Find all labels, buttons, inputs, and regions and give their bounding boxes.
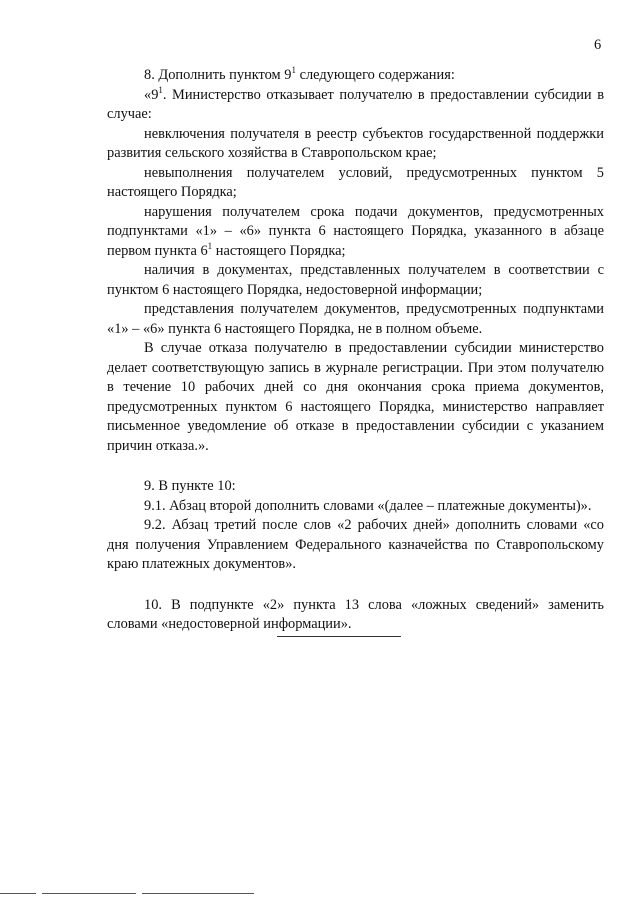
end-of-text-rule xyxy=(277,636,401,637)
paragraph-8-tail: следующего содержания: xyxy=(295,67,455,83)
paragraph-8 xyxy=(107,66,604,86)
clause-9-1-text: . Министерство отказывает получателю в предоставлении субсидии в случае: xyxy=(107,86,604,122)
paragraph-9-1: 9.1. Абзац второй дополнить словами «(далее – платежные документы)». xyxy=(144,497,592,514)
footer-rule xyxy=(142,893,254,894)
paragraph-9-heading: 9. В пункте 10: xyxy=(144,478,236,494)
paragraph-8-text: 8. Дополнить пунктом 9 xyxy=(144,67,292,83)
condition-2: невыполнения получателем условий, предусмотренных пунктом 5 настоящего Порядка; xyxy=(107,164,604,200)
condition-3 xyxy=(107,203,604,262)
superscript: 1 xyxy=(207,240,213,251)
condition-3-text: нарушения получателем срока подачи документов, предусмотренных подпунктами «1» – «6» пункта 6 настоящего Порядка, указанного в абзаце первом пункта 6 xyxy=(107,203,604,259)
condition-4: наличия в документах, представленных получателем в соответствии с пунктом 6 настоящего Порядка, недостоверной информации; xyxy=(107,262,604,298)
condition-5: представления получателем документов, предусмотренных подпунктами «1» – «6» пункта 6 настоящего Порядка, не в полном объеме. xyxy=(107,301,604,337)
condition-3-tail: настоящего Порядка; xyxy=(212,242,346,259)
footer-rule xyxy=(0,893,36,894)
document-body xyxy=(107,66,604,635)
paragraph-10: 10. В подпункте «2» пункта 13 слова «ложных сведений» заменить словами «недостоверной информации». xyxy=(107,596,604,632)
superscript: 1 xyxy=(158,84,163,95)
condition-1: невключения получателя в реестр субъектов государственной поддержки развития сельского хозяйства в Ставропольском крае; xyxy=(107,125,604,161)
page-number: 6 xyxy=(594,37,602,53)
superscript: 1 xyxy=(291,65,296,75)
footer-rule xyxy=(42,893,136,894)
clause-9-1-number: «9 xyxy=(144,86,159,103)
paragraph-9-2: 9.2. Абзац третий после слов «2 рабочих дней» дополнить словами «со дня получения Управлением Федерального казначейства по Ставропольскому краю платежных документов». xyxy=(107,517,604,572)
clause-9-1-intro xyxy=(107,86,604,125)
refusal-paragraph: В случае отказа получателю в предоставлении субсидии министерство делает соответствующую запись в журнале регистрации. При этом получателю в течение 10 рабочих дней со дня окончания срока приема документов, предусмотренных пунктом 6 настоящего Порядка, министерство направляет письменное уведомление об отказе в предоставлении субсидии с указанием причин отказа.». xyxy=(107,340,604,454)
